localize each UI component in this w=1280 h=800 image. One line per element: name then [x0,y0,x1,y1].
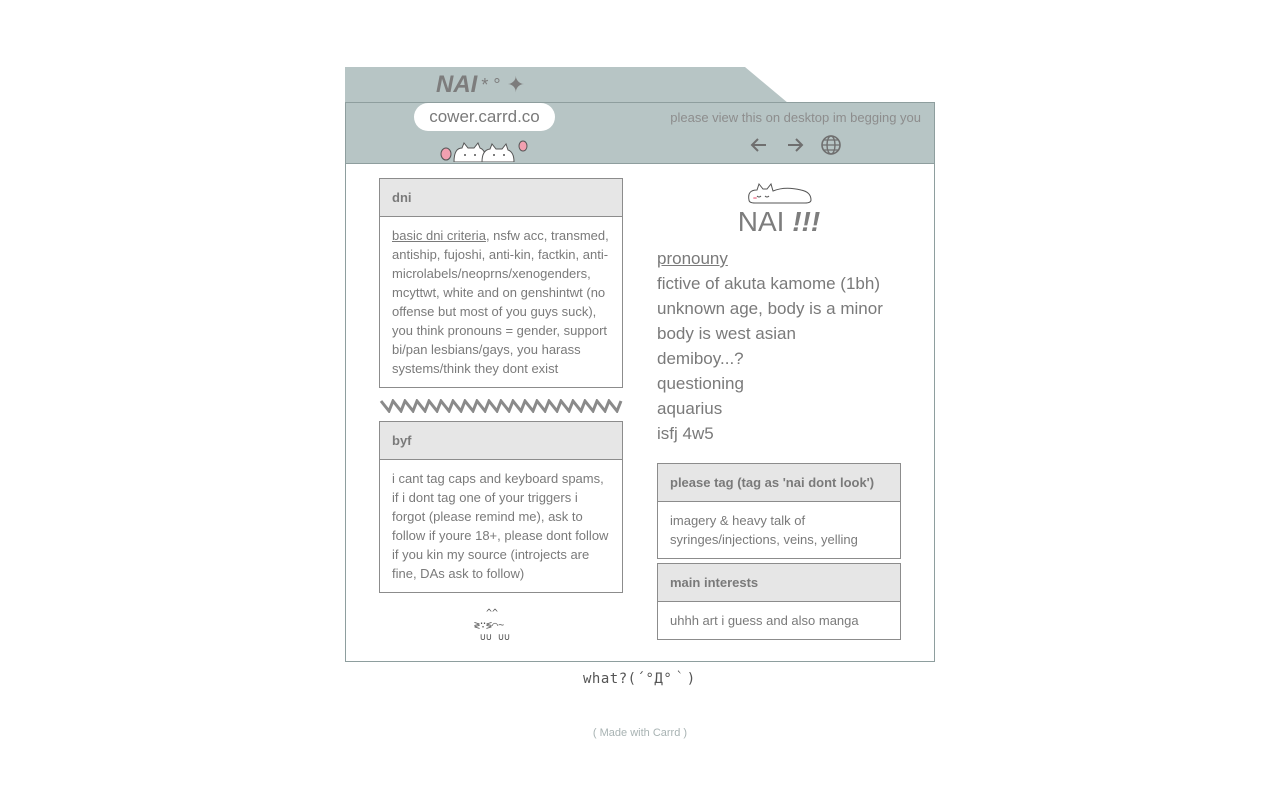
interests-header: main interests [658,564,900,602]
window-tab [345,67,795,103]
url-field[interactable]: cower.carrd.co [414,103,555,131]
fact-item: aquarius [657,399,723,418]
profile-facts [657,246,917,446]
pronouns-link[interactable]: pronouny [657,249,728,268]
globe-icon[interactable] [820,134,842,156]
what-kaomoji: what?(´°Д°｀) [583,671,696,687]
interests-box [657,563,901,640]
byf-header: byf [380,422,622,460]
site-title: NAI * ° ✦ [436,71,525,98]
tag-header: please tag (tag as 'nai dont look') [658,464,900,502]
fact-item: demiboy...? [657,349,744,368]
profile-name: NAI !!! [737,206,821,237]
fact-item: fictive of akuta kamome (1bh) [657,274,880,293]
fact-item: unknown age, body is a minor [657,299,883,318]
nav-icons [748,134,842,156]
dni-header: dni [380,179,622,217]
dni-criteria-link[interactable]: basic dni criteria [392,228,486,243]
title-deco: * ° [481,75,501,95]
arrow-left-icon[interactable] [748,134,770,156]
fact-item: questioning [657,374,744,393]
sleeping-cat-sticker [745,180,813,204]
cats-sticker [440,140,530,162]
interests-body: uhhh art i guess and also manga [670,613,859,628]
byf-body: i cant tag caps and keyboard spams, if i dont tag one of your triggers i forgot (please remind me), ask to follow if youre 18+, please dont follow if you kin my source (introjects are fine, DAs ask to follow) [392,471,609,581]
desktop-notice: please view this on desktop im begging you [670,110,921,125]
arrow-right-icon[interactable] [784,134,806,156]
fact-item: body is west asian [657,324,796,343]
byf-box [379,421,623,593]
fact-item: isfj 4w5 [657,424,714,443]
dni-body: basic dni criteria, nsfw acc, transmed, antiship, fujoshi, anti-kin, factkin, anti-microlabels/neoprns/xenogenders, mcyttwt, white and on genshintwt (no offense but most of you guys suck), you think pronouns = gender, support bi/pan lesbians/gays, you harass systems/think they dont exist [392,228,609,376]
ascii-cat: ^^ ≷∵≶⌒~ ∪∪ ∪∪ [474,608,511,643]
made-with-carrd-link[interactable]: ( Made with Carrd ) [592,727,688,739]
dni-box [379,178,623,388]
tag-body: imagery & heavy talk of syringes/injections, veins, yelling [670,513,858,547]
tag-box [657,463,901,559]
sparkle-icon: ✦ [506,72,525,97]
syringe-divider [379,399,623,413]
